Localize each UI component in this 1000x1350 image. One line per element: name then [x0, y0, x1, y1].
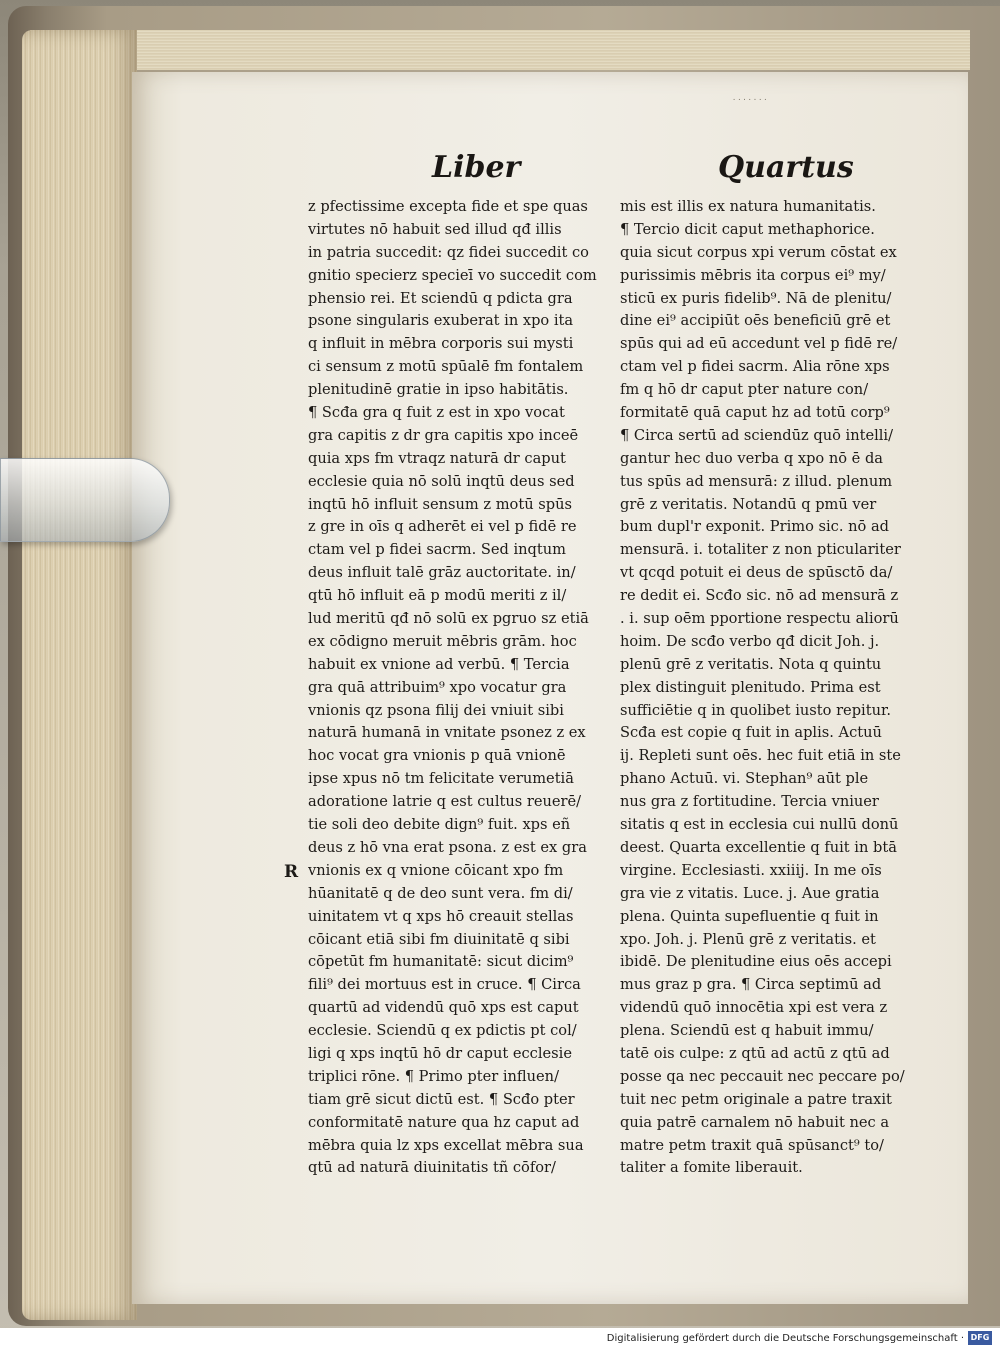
- text-line: quia xps fm vtraqz naturā dr caput: [308, 449, 566, 467]
- text-line: uinitatem vt q xps hō creauit stellas: [308, 907, 574, 925]
- text-line: adoratione latrie q est cultus reuerē/: [308, 793, 582, 811]
- text-line: habuit ex vnione ad verbū. ¶ Tercia: [308, 655, 570, 673]
- text-line: hoc vocat gra vnionis p quā vnionē: [308, 747, 566, 765]
- text-line: sticū ex puris fidelib⁹. Nā de plenitu/: [620, 289, 892, 307]
- text-line: deest. Quarta excellentie q fuit in btā: [620, 838, 897, 856]
- text-column-left: [308, 196, 608, 1180]
- text-line: deus z hō vna erat psona. z est ex gra: [308, 838, 587, 856]
- text-line: gnitio specierz specieī vo succedit com: [308, 266, 597, 284]
- text-line: ctam vel p fidei sacrm. Alia rōne xps: [620, 358, 890, 376]
- book-top-edge: [30, 30, 970, 70]
- text-line: matre petm traxit quā spūsanct⁹ to/: [620, 1136, 884, 1154]
- text-line: plex distinguit plenitudo. Prima est: [620, 678, 881, 696]
- text-line: mensurā. i. totaliter z non pticulariter: [620, 541, 901, 559]
- text-line: gra capitis z dr gra capitis xpo inceē: [308, 426, 579, 444]
- text-line: purissimis mēbris ita corpus ei⁹ my/: [620, 266, 886, 284]
- text-line: mis est illis ex natura humanitatis.: [620, 198, 876, 215]
- text-line: vnionis ex q vnione cōicant xpo fm: [308, 861, 564, 879]
- text-line: ¶ Scđa gra q fuit z est in xpo vocat: [308, 404, 565, 422]
- text-line: bum dupl'r exponit. Primo sic. nō ad: [620, 518, 890, 536]
- dfg-logo: DFG: [968, 1331, 992, 1345]
- text-line: Scđa est copie q fuit in aplis. Actuū: [620, 724, 882, 742]
- text-line: ecclesie quia nō solū inqtū deus sed: [308, 472, 575, 490]
- text-line: tatē ois culpe: z qtū ad actū z qtū ad: [620, 1044, 890, 1062]
- text-line: cōicant etiā sibi fm diuinitatē q sibi: [308, 930, 570, 948]
- text-line: dine ei⁹ accipiūt oēs beneficiū grē et: [620, 312, 891, 330]
- text-line: virgine. Ecclesiasti. xxiiij. In me oīs: [620, 861, 882, 879]
- text-line: tuit nec petm originale a patre traxit: [620, 1090, 892, 1108]
- text-line: tie soli deo debite dign⁹ fuit. xps eñ: [308, 816, 571, 834]
- text-line: q influit in mēbra corporis sui mysti: [308, 335, 574, 353]
- text-line: nus gra z fortitudine. Tercia vniuer: [620, 793, 879, 811]
- text-line: inqtū hō influit sensum z motū spūs: [308, 495, 572, 513]
- footer-credit: Digitalisierung gefördert durch die Deutsche Forschungsgemeinschaft ·: [606, 1333, 964, 1344]
- text-line: xpo. Joh. j. Plenū grē z veritatis. et: [620, 930, 876, 948]
- book-page-edges: [22, 30, 137, 1320]
- text-line: ex cōdigno meruit mēbris grām. hoc: [308, 632, 577, 650]
- text-line: posse qa nec peccauit nec peccare po/: [620, 1067, 905, 1085]
- text-line: ij. Repleti sunt oēs. hec fuit etiā in ste: [620, 747, 901, 765]
- text-line: ligi q xps inqtū hō dr caput ecclesie: [308, 1044, 572, 1062]
- text-line: phensio rei. Et sciendū q pdicta gra: [308, 289, 573, 307]
- text-line: fm q hō dr caput pter nature con/: [620, 381, 869, 399]
- text-line: formitatē quā caput hz ad totū corp⁹: [620, 404, 890, 422]
- plastic-page-clip: [0, 458, 170, 542]
- text-column-right: [620, 196, 920, 1180]
- text-line: hūanitatē q de deo sunt vera. fm di/: [308, 884, 573, 902]
- text-line: spūs qui ad eū accedunt vel p fidē re/: [620, 335, 898, 353]
- running-head-left: Liber: [432, 150, 521, 185]
- text-line: ctam vel p fidei sacrm. Sed inqtum: [308, 541, 566, 559]
- text-line: sufficiētie q in quolibet iusto repitur.: [620, 701, 891, 719]
- text-line: quia patrē carnalem nō habuit nec a: [620, 1113, 890, 1131]
- text-line: plena. Sciendū est q habuit immu/: [620, 1022, 874, 1040]
- text-line: ibidē. De plenitudine eius oēs accepi: [620, 953, 892, 971]
- text-line: tiam grē sicut dictū est. ¶ Scđo pter: [308, 1090, 575, 1108]
- text-line: mus graz p gra. ¶ Circa septimū ad: [620, 976, 882, 994]
- footer-bar: [0, 1328, 1000, 1350]
- text-line: gra vie z vitatis. Luce. j. Aue gratia: [620, 884, 880, 902]
- text-line: gantur hec duo verba q xpo nō ē da: [620, 449, 883, 467]
- text-line: naturā humanā in vnitate psonez z ex: [308, 724, 586, 742]
- text-line: vnionis qz psona filij dei vniuit sibi: [308, 701, 564, 719]
- text-line: plenitudinē gratie in ipso habitātis.: [308, 381, 569, 399]
- text-line: z pfectissime excepta fide et spe quas: [308, 198, 588, 215]
- text-line: sitatis q est in ecclesia cui nullū donū: [620, 816, 899, 834]
- text-line: vt qcqd potuit ei deus de spūsctō da/: [620, 564, 893, 582]
- text-line: lud meritū qđ nō solū ex pgruo sz etiā: [308, 610, 589, 628]
- text-line: z gre in oīs q adherēt ei vel p fidē re: [308, 518, 577, 536]
- text-line: . i. sup oēm pportione respectu aliorū: [620, 610, 899, 628]
- running-head-right: Quartus: [718, 150, 854, 185]
- text-line: deus influit talē grāz auctoritate. in/: [308, 564, 576, 582]
- text-line: fili⁹ dei mortuus est in cruce. ¶ Circa: [308, 976, 581, 994]
- text-line: phano Actuū. vi. Stephan⁹ aūt ple: [620, 770, 869, 788]
- text-line: quia sicut corpus xpi verum cōstat ex: [620, 243, 897, 261]
- text-line: ci sensum z motū spūalē fm fontalem: [308, 358, 584, 376]
- text-line: cōpetūt fm humanitatē: sicut dicim⁹: [308, 953, 574, 971]
- text-line: videndū quō innocētia xpi est vera z: [620, 999, 888, 1017]
- margin-note: R: [284, 862, 299, 882]
- text-line: mēbra quia lz xps excellat mēbra sua: [308, 1136, 584, 1154]
- text-line: in patria succedit: qz fidei succedit co: [308, 243, 589, 261]
- text-line: gra quā attribuim⁹ xpo vocatur gra: [308, 678, 567, 696]
- text-line: virtutes nō habuit sed illud qđ illis: [308, 220, 562, 238]
- text-line: ipse xpus nō tm felicitate verumetiā: [308, 770, 574, 788]
- text-line: quartū ad videndū quō xps est caput: [308, 999, 579, 1017]
- text-line: psone singularis exuberat in xpo ita: [308, 312, 574, 330]
- text-line: plena. Quinta supefluentie q fuit in: [620, 907, 879, 925]
- text-line: ¶ Tercio dicit caput methaphorice.: [620, 220, 875, 238]
- text-line: tus spūs ad mensurā: z illud. plenum: [620, 472, 893, 490]
- text-line: qtū hō influit eā p modū meriti z il/: [308, 587, 567, 605]
- text-line: qtū ad naturā diuinitatis tñ cōfor/: [308, 1159, 556, 1177]
- text-line: ecclesie. Sciendū q ex pdictis pt col/: [308, 1022, 577, 1040]
- text-line: ¶ Circa sertū ad sciendūz quō intelli/: [620, 426, 894, 444]
- text-line: taliter a fomite liberauit.: [620, 1159, 803, 1177]
- text-line: triplici rōne. ¶ Primo pter influen/: [308, 1067, 560, 1085]
- text-line: hoim. De scđo verbo qđ dicit Joh. j.: [620, 632, 880, 650]
- page-stamp: ·······: [732, 96, 769, 104]
- text-line: grē z veritatis. Notandū q pmū ver: [620, 495, 877, 513]
- text-line: plenū grē z veritatis. Nota q quintu: [620, 655, 882, 673]
- text-line: re dedit ei. Scđo sic. nō ad mensurā z: [620, 587, 899, 605]
- text-line: conformitatē nature qua hz caput ad: [308, 1113, 580, 1131]
